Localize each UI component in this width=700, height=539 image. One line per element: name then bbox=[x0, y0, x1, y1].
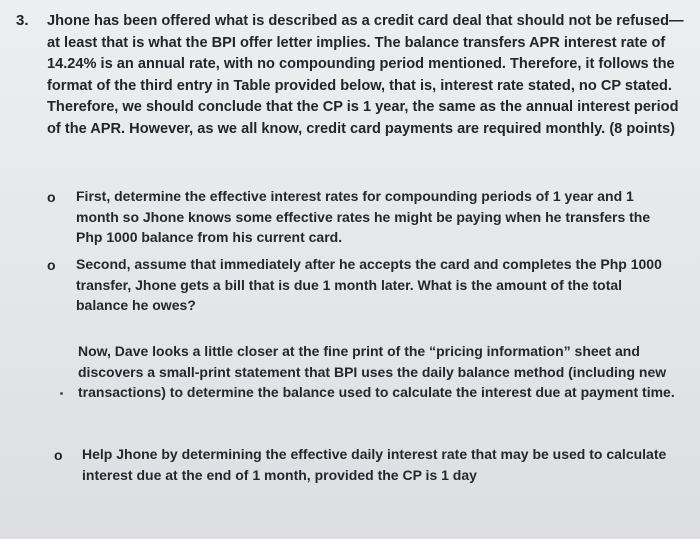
list-item-third: Help Jhone by determining the effective daily interest rate that may be used to calculate interest due at the end of 1 month, provided the CP is 1 day bbox=[82, 446, 667, 483]
question-points: (8 points) bbox=[609, 120, 675, 137]
list-item-first: First, determine the effective interest rates for compounding periods of 1 year and 1 month so Jhone knows some effective rates he might be paying when he transfers the Php 1000 balance from his current card. bbox=[76, 188, 651, 245]
list-item-second: Second, assume that immediately after he accepts the card and completes the Php 1000 transfer, Jhone gets a bill that is due 1 month later. What is the amount of the total balance he owes? bbox=[76, 256, 662, 313]
bullet-icon: o bbox=[47, 189, 56, 205]
question-number: 3. bbox=[16, 12, 29, 29]
question-text: Jhone has been offered what is described as a credit card deal that should not be refused—at least that is what the BPI offer letter implies. The balance transfers APR interest rate of 14.24% is an annual rate, with no compounding period mentioned. Therefore, it follows the format of the third entry in Table provided below, that is, interest rate stated, no CP stated. Therefore, we should conclude that the CP is 1 year, the same as the annual interest period of the APR. However, as we all know, credit card payments are required monthly. bbox=[47, 13, 684, 137]
stray-dot-mark bbox=[60, 392, 63, 395]
bullet-icon: o bbox=[47, 257, 56, 273]
fine-print-paragraph: Now, Dave looks a little closer at the fine print of the “pricing information” sheet and discovers a small-print statement that BPI uses the daily balance method (including new transactions) to determine the balance used to calculate the interest due at payment time. bbox=[78, 343, 675, 400]
bullet-icon: o bbox=[54, 447, 63, 463]
question-text-block bbox=[47, 11, 692, 141]
